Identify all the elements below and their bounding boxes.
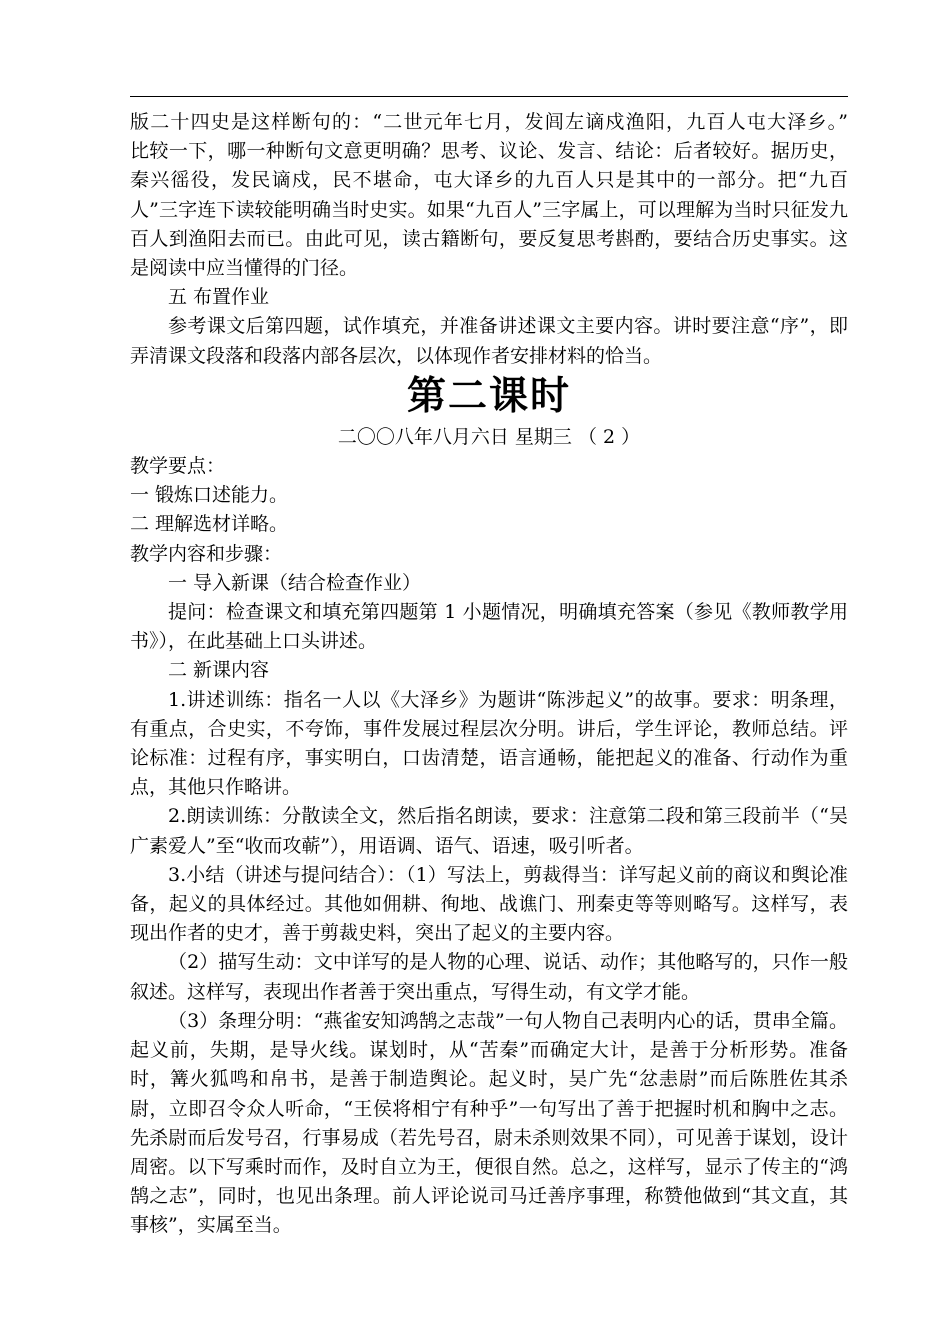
paragraph-narration-training: 1.讲述训练：指名一人以《大泽乡》为题讲“陈涉起义”的故事。要求：明条理，有重点，合史实，不夸饰，事件发展过程层次分明。讲后，学生评论，教师总结。评论标准：过程有序，事实明白，口齿清楚，语言通畅，能把起义的准备、行动作为重点，其他只作略讲。 — [130, 688, 848, 799]
teaching-point-2: 二 理解选材详略。 — [130, 513, 289, 536]
document-body — [130, 108, 925, 1241]
paragraph-vivid-description: （2）描写生动：文中详写的是人物的心理、说话、动作；其他略写的，只作一般叙述。这样写，表现出作者善于突出重点，写得生动，有文学才能。 — [130, 951, 848, 1003]
step-heading-new-content: 二 新课内容 — [168, 659, 270, 682]
section-title: 第二课时 — [406, 373, 571, 419]
paragraph-summary: 3.小结（讲述与提问结合）：（1）写法上，剪裁得当：详写起义前的商议和舆论准备，起义的具体经过。其他如佣耕、徇地、战谯门、刑秦吏等等则略写。这样写，表现出作者的史才，善于剪裁史料，突出了起义的主要内容。 — [130, 863, 848, 945]
teaching-points-label: 教学要点： — [130, 455, 226, 478]
paragraph-question: 提问：检查课文和填充第四题第 1 小题情况，明确填充答案（参见《教师教学用书》），在此基础上口头讲述。 — [130, 601, 848, 653]
heading-assignment: 五 布置作业 — [168, 286, 270, 309]
date-line: 二〇〇八年八月六日 星期三 （ 2 ） — [337, 425, 641, 448]
teaching-point-1: 一 锻炼口述能力。 — [130, 484, 289, 507]
step-heading-intro: 一 导入新课（结合检查作业） — [168, 571, 422, 594]
teaching-steps-label: 教学内容和步骤： — [130, 542, 283, 565]
paragraph-clear-structure: （3）条理分明：“燕雀安知鸿鹄之志哉”一句人物自己表明内心的话，贯串全篇。起义前，失期，是导火线。谋划时，从“苦秦”而确定大计，是善于分析形势。准备时，篝火狐鸣和帛书，是善于制造舆论。起义时，吴广先“忿恚尉”而后陈胜佐其杀尉，立即召令众人听命，“王侯将相宁有种乎”一句写出了善于把握时机和胸中之志。先杀尉而后发号召，行事易成（若先号召，尉未杀则效果不同），可见善于谋划，设计周密。以下写乘时而作，及时自立为王，便很自然。总之，这样写，显示了传主的“鸿鹄之志”，同时，也见出条理。前人评论说司马迁善序事理，称赞他做到“其文直，其事核”，实属至当。 — [130, 1009, 848, 1237]
paragraph-continuation: 版二十四史是这样断句的：“二世元年七月，发闾左谪戍渔阳，九百人屯大泽乡。” 比较一下，哪一种断句文意更明确？思考、议论、发言、结论：后者较好。据历史，秦兴徭役，发民谪戍，民不堪命，屯大译乡的九百人只是其中的一部分。把“九百人”三字连下读较能明确当时史实。如果“九百人”三字属上，可以理解为当时只征发九百人到渔阳去而已。由此可见，读古籍断句，要反复思考斟酌，要结合历史事实。这是阅读中应当懂得的门径。 — [130, 111, 925, 280]
paragraph-assignment: 参考课文后第四题，试作填充，并准备讲述课文主要内容。讲时要注意“序”，即弄清课文段落和段落内部各层次，以体现作者安排材料的恰当。 — [130, 315, 848, 367]
paragraph-reading-training: 2.朗读训练：分散读全文，然后指名朗读，要求：注意第二段和第三段前半（“吴广素爱人”至“收而攻蕲”），用语调、语气、语速，吸引听者。 — [130, 805, 848, 857]
header-rule — [130, 96, 848, 97]
